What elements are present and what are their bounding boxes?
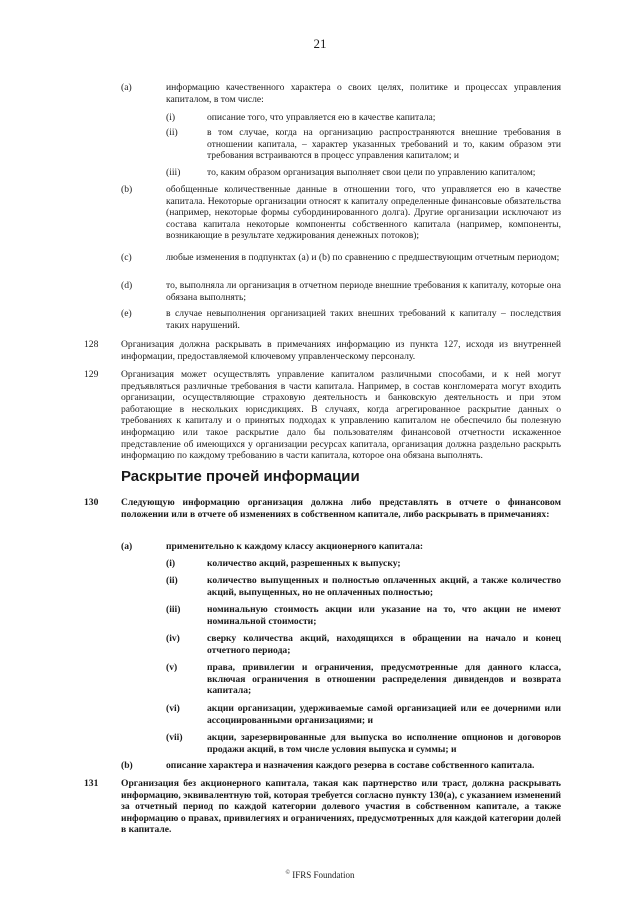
copyright-symbol: © (285, 870, 291, 876)
subitem-label: (i) (166, 558, 176, 569)
item-label: (a) (121, 82, 132, 93)
footer-text: IFRS Foundation (292, 870, 355, 880)
item-label: (b) (121, 760, 133, 771)
item-label: (a) (121, 541, 133, 552)
item-label: (c) (121, 252, 132, 263)
subitem-text: количество акций, разрешенных к выпуску; (207, 558, 401, 569)
paragraph-number: 131 (84, 778, 99, 789)
paragraph-130-text: Следующую информацию организация должна либо представлять в отчете о финансовом положении или в отчете об изменениях в собственном капитале, либо раскрывать в примечаниях: (121, 497, 561, 520)
item-d-text: то, выполняла ли организация в отчетном периоде внешние требования к капиталу, которые она обязана выполнять; (166, 280, 561, 303)
subitem-text: то, каким образом организация выполняет свои цели по управлению капиталом; (207, 167, 536, 178)
subitem-label: (vi) (166, 703, 180, 714)
page-number: 21 (313, 36, 327, 51)
paragraph-number: 130 (84, 497, 99, 508)
item-label: (e) (121, 308, 132, 319)
item-label: (d) (121, 280, 133, 291)
subitem-label: (ii) (166, 127, 178, 138)
paragraph-number: 129 (84, 369, 99, 380)
subitem-text: сверку количества акций, находящихся в обращении на начало и конец отчетного периода; (207, 633, 561, 656)
footer (0, 870, 640, 880)
item-a-text: информацию качественного характера о своих целях, политике и процессах управления капиталом, в том числе: (166, 82, 561, 105)
subitem-text: акции, зарезервированные для выпуска во исполнение опционов и договоров продажи акций, в том числе условия выпуска и суммы; и (207, 732, 561, 755)
section-heading: Раскрытие прочей информации (121, 468, 360, 485)
paragraph-129-text: Организация может осуществлять управление капиталом различными способами, и к ней могут предъявляться различные требования в части капитала. Например, в состав конгломерата могут входить организации, осуществляющие страховую деятельность и банковскую деятельность и при этом работающие в нескольких юрисдикциях. В случаях, когда агрегированное раскрытие данных о требованиях к капиталу и о принятых подходах к управлению капиталом не обеспечило бы полезную информацию или такое раскрытие дало бы пользователям финансовой отчетности искаженное представление об имеющихся у организации ресурсах капитала, организация должна раздельно раскрыть информацию по каждому требованию в части капитала, которое она обязана выполнять. (121, 369, 561, 462)
paragraph-131-text: Организация без акционерного капитала, такая как партнерство или траст, должна раскрывать информацию, эквивалентную той, которая требуется согласно пункту 130(a), с указанием изменений за отчетный период по каждой категории долевого участия в собственном капитале, а также информацию о правах, привилегиях и ограничениях, предусмотренных для каждой категории долей в капитале. (121, 778, 561, 836)
item-a-text: применительно к каждому классу акционерного капитала: (166, 541, 424, 552)
item-b-text: обобщенные количественные данные в отношении того, что управляется ею в качестве капитала. Некоторые организации относят к капиталу определенные финансовые обязательства (например, некоторые формы субординированного долга). Другие организации исключают из состава капитала некоторые компоненты собственного капитала (например, компоненты, возникающие в результате хеджирования денежных потоков); (166, 184, 561, 242)
subitem-label: (i) (166, 112, 176, 123)
subitem-label: (iv) (166, 633, 180, 644)
subitem-text: акции организации, удерживаемые самой организацией или ее дочерними или ассоциированными организациями; и (207, 703, 561, 726)
subitem-text: права, привилегии и ограничения, предусмотренные для данного класса, включая ограничения в отношении распределения дивидендов и возврата капитала; (207, 662, 561, 697)
subitem-label: (vii) (166, 732, 183, 743)
subitem-text: количество выпущенных и полностью оплаченных акций, а также количество акций, выпущенных, но не оплаченных полностью; (207, 575, 561, 598)
subitem-text: описание того, что управляется ею в качестве капитала; (207, 112, 436, 123)
item-e-text: в случае невыполнения организацией таких внешних требований к капиталу – последствия таких нарушений. (166, 308, 561, 331)
item-label: (b) (121, 184, 133, 195)
subitem-label: (v) (166, 662, 178, 673)
subitem-label: (iii) (166, 167, 181, 178)
subitem-text: в том случае, когда на организацию распространяются внешние требования в отношении капитала, – характер указанных требований и то, каким образом эти требования встраиваются в процесс управления капиталом; и (207, 127, 561, 162)
subitem-label: (iii) (166, 604, 181, 615)
subitem-text: номинальную стоимость акции или указание на то, что акции не имеют номинальной стоимости; (207, 604, 561, 627)
paragraph-number: 128 (84, 339, 99, 350)
paragraph-128-text: Организация должна раскрывать в примечаниях информацию из пункта 127, исходя из внутренней информации, предоставляемой ключевому управленческому персоналу. (121, 339, 561, 362)
item-b-text: описание характера и назначения каждого резерва в составе собственного капитала. (166, 760, 535, 771)
subitem-label: (ii) (166, 575, 178, 586)
item-c-text: любые изменения в подпунктах (a) и (b) по сравнению с предшествующим отчетным периодом; (166, 252, 560, 263)
